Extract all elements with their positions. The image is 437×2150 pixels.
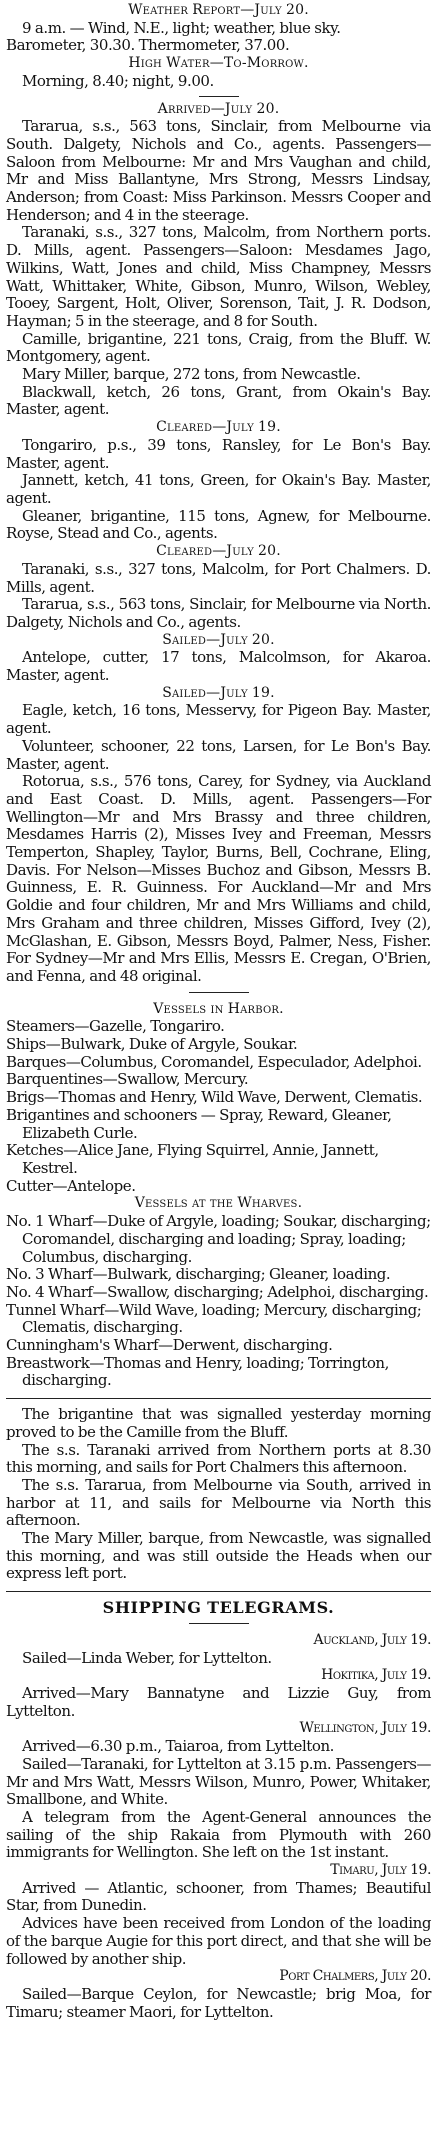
cleared-heading: Cleared—July 19. (156, 419, 281, 436)
cleared-heading: Cleared—July 20. (156, 543, 281, 560)
cleared-entry: Tararua, s.s., 563 tons, Sinclair, for Melbourne via North. Dalgety, Nichols and Co., agents. (6, 595, 431, 631)
telegram-entry: A telegram from the Agent-General announces the sailing of the ship Rakaia from Plymouth with 260 immigrants for Wellington. She left on the 1st instant. (6, 1807, 431, 1862)
harbor-line: Ketches—Alice Jane, Flying Squirrel, Annie, Jannett, Kestrel. (6, 1141, 379, 1177)
arrival-entry: Tararua, s.s., 563 tons, Sinclair, from Melbourne via South. Dalgety, Nichols and Co., agents. Passengers—Saloon from Melbourne: Mr and Mrs Vaughan and child, Mr and Miss Ballantyne, Mrs Strong, Messrs Lindsay, Anderson; from Coast: Miss Parkinson. Messrs Cooper and Henderson; and 4 in the steerage. (6, 117, 431, 224)
high-water-times: Morning, 8.40; night, 9.00. (22, 71, 214, 90)
telegram-entry: Arrived — Atlantic, schooner, from Thames; Beautiful Star, from Dunedin. (6, 1878, 431, 1915)
wharf-line: No. 3 Wharf—Bulwark, discharging; Gleaner, loading. (6, 1265, 391, 1284)
wharf-line: Breastwork—Thomas and Henry, loading; Torrington, discharging. (6, 1353, 389, 1390)
harbor-line: Brigs—Thomas and Henry, Wild Wave, Derwent, Clematis. (6, 1088, 423, 1107)
telegram-entry: Sailed—Taranaki, for Lyttelton at 3.15 p.m. Passengers—Mr and Mrs Watt, Messrs Wilson, Munro, Power, Whitaker, Smallbone, and White. (6, 1754, 431, 1809)
title-rule (189, 1623, 249, 1624)
sailed-entry: Eagle, ketch, 16 tons, Messervy, for Pigeon Bay. Master, agent. (6, 701, 431, 738)
harbor-line: Cutter—Antelope. (6, 1176, 136, 1195)
weather-report-heading: Weather Report—July 20. (128, 2, 309, 18)
wharf-line: No. 4 Wharf—Swallow, discharging; Adelphoi, discharging. (6, 1282, 429, 1301)
dateline-port-chalmers: Port Chalmers, July 20. (279, 1968, 431, 1985)
arrival-entry: Taranaki, s.s., 327 tons, Malcolm, from Northern ports. D. Mills, agent. Passengers—Saloon: Mesdames Jago, Wilkins, Watt, Jones and child, Miss Champney, Messrs Watt, Whittaker, White, Gibson, Munro, Wilson, Webley, Tooey, Sargent, Holt, Oliver, Sorenson, Tait, J. R. Dodson, Hayman; 5 in the steerage, and 8 for South. (6, 223, 431, 330)
news-paragraph: The brigantine that was signalled yesterday morning proved to be the Camille from the Bluff. (6, 1405, 431, 1441)
high-water-heading: High Water—To-Morrow. (128, 55, 309, 72)
dateline-wellington: Wellington, July 19. (299, 1720, 431, 1737)
sailed-heading: Sailed—July 19. (162, 684, 275, 701)
section-rule (6, 1591, 431, 1592)
section-rule (6, 1398, 431, 1399)
sailed-entry: Volunteer, schooner, 22 tons, Larsen, for Le Bon's Bay. Master, agent. (6, 736, 431, 773)
news-paragraph: The s.s. Tararua, from Melbourne via South, arrived in harbor at 11, and sails for Melbourne via North this afternoon. (6, 1475, 431, 1530)
telegram-entry: Sailed—Linda Weber, for Lyttelton. (22, 1648, 272, 1667)
arrival-entry: Mary Miller, barque, 272 tons, from Newcastle. (22, 365, 361, 384)
weather-barometer: Barometer, 30.30. Thermometer, 37.00. (6, 36, 290, 55)
vessels-at-wharves-heading: Vessels at the Wharves. (134, 1195, 303, 1212)
news-paragraph: The Mary Miller, barque, from Newcastle, was signalled this morning, and was still outside the Heads when our express left port. (6, 1529, 431, 1583)
harbor-line: Barques—Columbus, Coromandel, Especulador, Adelphoi. (6, 1052, 422, 1071)
weather-morning: 9 a.m. — Wind, N.E., light; weather, blue sky. (22, 18, 341, 37)
section-rule (189, 992, 249, 993)
wharf-line: Cunningham's Wharf—Derwent, discharging. (6, 1336, 333, 1355)
telegram-entry: Arrived—6.30 p.m., Taiaroa, from Lyttelton. (22, 1737, 334, 1756)
wharf-line: Tunnel Wharf—Wild Wave, loading; Mercury, discharging; Clematis, discharging. (6, 1300, 422, 1337)
news-paragraph: The s.s. Taranaki arrived from Northern ports at 8.30 this morning, and sails for Port Chalmers this afternoon. (6, 1440, 431, 1477)
telegram-entry: Sailed—Barque Ceylon, for Newcastle; brig Moa, for Timaru; steamer Maori, for Lyttelton. (6, 1984, 431, 2021)
telegram-entry: Advices have been received from London of the loading of the barque Augie for this port direct, and that she will be followed by another ship. (6, 1914, 431, 1968)
cleared-entry: Gleaner, brigantine, 115 tons, Agnew, for Melbourne. Royse, Stead and Co., agents. (6, 506, 431, 543)
wharf-line: No. 1 Wharf—Duke of Argyle, loading; Soukar, discharging; Coromandel, discharging and loading; Spray, loading; Columbus, discharging. (6, 1212, 431, 1266)
vessels-in-harbor-heading: Vessels in Harbor. (153, 1000, 284, 1017)
arrival-entry: Camille, brigantine, 221 tons, Craig, from the Bluff. W. Montgomery, agent. (6, 329, 431, 366)
dateline-hokitika: Hokitika, July 19. (321, 1667, 431, 1684)
dateline-timaru: Timaru, July 19. (330, 1862, 431, 1879)
arrived-heading: Arrived—July 20. (157, 100, 280, 117)
section-rule (199, 96, 239, 97)
arrival-entry: Blackwall, ketch, 26 tons, Grant, from Okain's Bay. Master, agent. (6, 382, 431, 419)
cleared-entry: Tongariro, p.s., 39 tons, Ransley, for Le Bon's Bay. Master, agent. (6, 435, 431, 472)
telegram-entry: Arrived—Mary Bannatyne and Lizzie Guy, from Lyttelton. (6, 1683, 431, 1720)
shipping-telegrams-title: SHIPPING TELEGRAMS. (102, 1598, 335, 1618)
harbor-line: Brigantines and schooners — Spray, Reward, Gleaner, Elizabeth Curle. (6, 1105, 392, 1142)
harbor-line: Steamers—Gazelle, Tongariro. (6, 1017, 225, 1036)
harbor-line: Barquentines—Swallow, Mercury. (6, 1070, 249, 1089)
cleared-entry: Jannett, ketch, 41 tons, Green, for Okain's Bay. Master, agent. (6, 471, 431, 507)
dateline-auckland: Auckland, July 19. (313, 1631, 431, 1648)
sailed-entry: Rotorua, s.s., 576 tons, Carey, for Sydney, via Auckland and East Coast. D. Mills, agent. Passengers—For Wellington—Mr and Mrs Brassy and three children, Mesdames Harris (2), Misses Ivey and Freeman, Messrs Temperton, Shapley, Taylor, Burns, Bell, Cochrane, Eling, Davis. For Nelson—Misses Buchoz and Gibson, Messrs B. Guinness, E. R. Guinness. For Auckland—Mr and Mrs Goldie and four children, Mr and Mrs Williams and child, Mrs Graham and three children, Misses Gifford, Ivey (2), McGlashan, E. Gibson, Messrs Boyd, Palmer, Ness, Fisher. For Sydney—Mr and Mrs Ellis, Messrs E. Cregan, O'Brien, and Fenna, and 48 original. (6, 772, 431, 985)
sailed-heading: Sailed—July 20. (162, 631, 275, 648)
harbor-line: Ships—Bulwark, Duke of Argyle, Soukar. (6, 1035, 298, 1054)
cleared-entry: Taranaki, s.s., 327 tons, Malcolm, for Port Chalmers. D. Mills, agent. (6, 559, 431, 596)
sailed-entry: Antelope, cutter, 17 tons, Malcolmson, for Akaroa. Master, agent. (6, 648, 431, 685)
